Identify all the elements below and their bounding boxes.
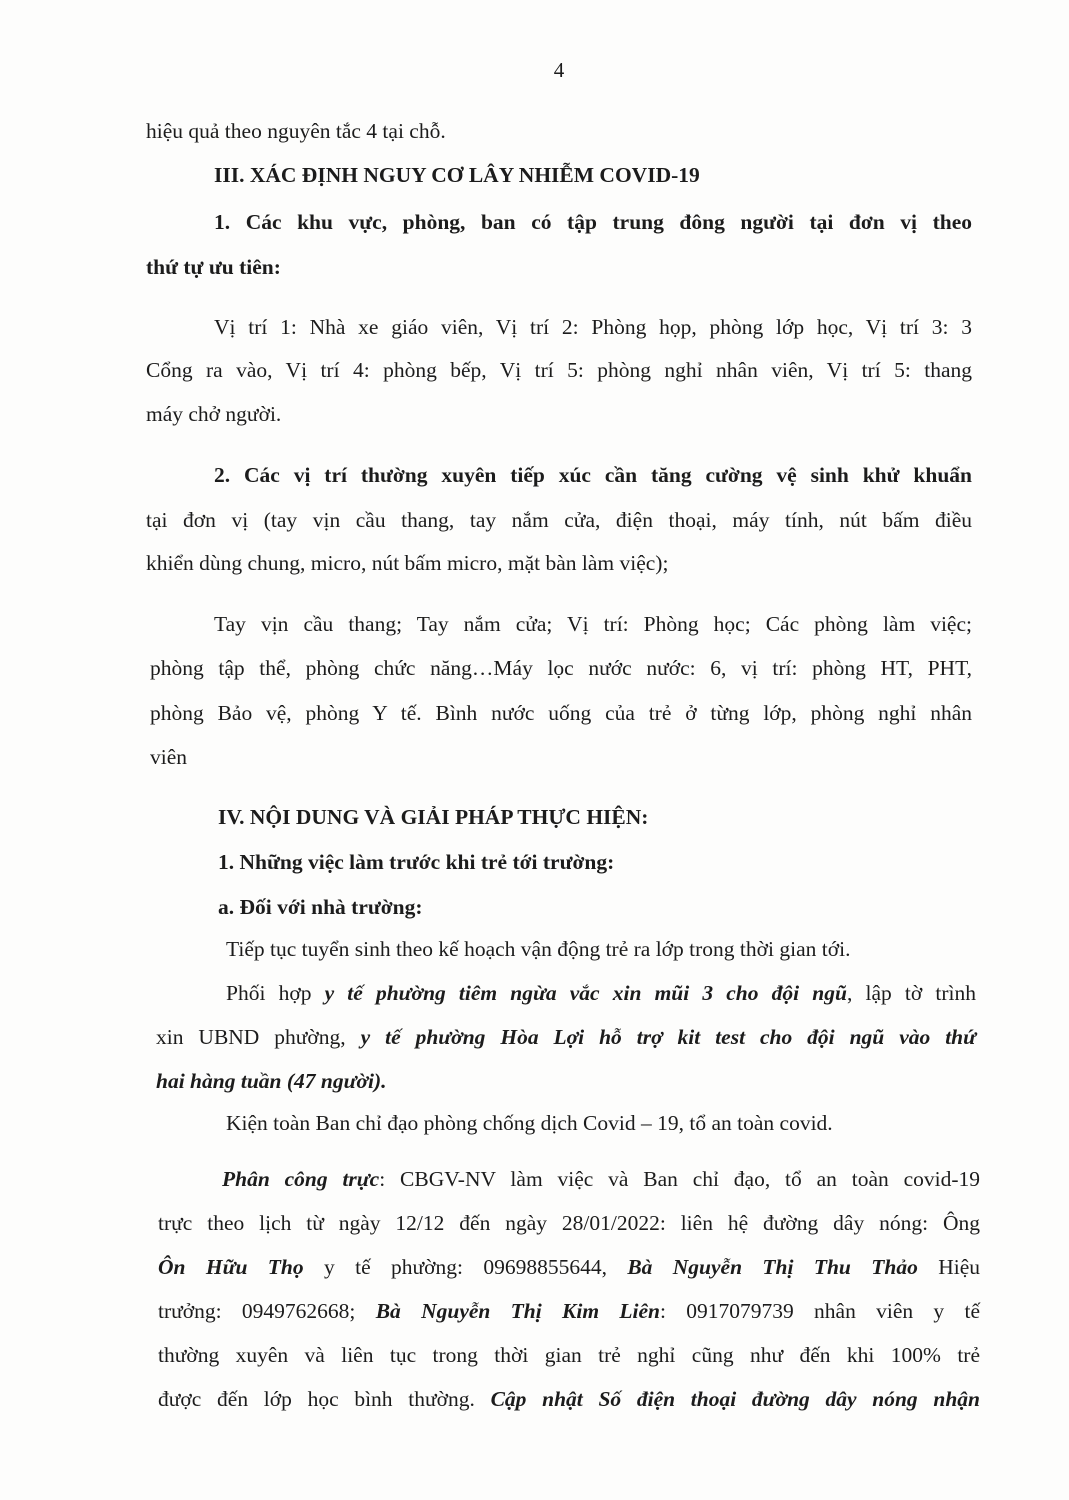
item2-body-line: khiển dùng chung, micro, nút bấm micro, mặt bàn làm việc); xyxy=(146,551,669,575)
item1-heading-line1: 1. Các khu vực, phòng, ban có tập trung đông người tại đơn vị theo xyxy=(214,210,972,234)
paragraph-duty-line2: trực theo lịch từ ngày 12/12 đến ngày 28/01/2022: liên hệ đường dây nóng: Ông xyxy=(158,1211,980,1235)
paragraph-vaccination-line3: hai hàng tuần (47 người). xyxy=(156,1069,387,1093)
subheading-a: a. Đối với nhà trường: xyxy=(218,895,423,919)
section-heading-iii: III. XÁC ĐỊNH NGUY CƠ LÂY NHIỄM COVID-19 xyxy=(214,163,700,187)
paragraph-duty-line5: thường xuyên và liên tục trong thời gian trẻ nghỉ cũng như đến khi 100% trẻ xyxy=(158,1343,980,1367)
item2-body-line: tại đơn vị (tay vịn cầu thang, tay nắm cửa, điện thoại, máy tính, nút bấm điều xyxy=(146,508,972,532)
item1-heading-line2: thứ tự ưu tiên: xyxy=(146,255,281,279)
item1-body-line: máy chở người. xyxy=(146,402,282,426)
paragraph-duty-line6: được đến lớp học bình thường. Cập nhật Số điện thoại đường dây nóng nhận xyxy=(158,1387,980,1411)
subheading-1: 1. Những việc làm trước khi trẻ tới trường: xyxy=(218,850,615,874)
item2-detail-line: viên xyxy=(150,745,188,769)
section-heading-iv: IV. NỘI DUNG VÀ GIẢI PHÁP THỰC HIỆN: xyxy=(218,805,649,829)
item2-detail-line: phòng Bảo vệ, phòng Y tế. Bình nước uống của trẻ ở từng lớp, phòng nghỉ nhân xyxy=(150,701,972,725)
paragraph-steering-committee: Kiện toàn Ban chỉ đạo phòng chống dịch Covid – 19, tổ an toàn covid. xyxy=(226,1111,833,1135)
item1-body-line: Cổng ra vào, Vị trí 4: phòng bếp, Vị trí 5: phòng nghỉ nhân viên, Vị trí 5: thang xyxy=(146,358,972,382)
item2-detail-line: Tay vịn cầu thang; Tay nắm cửa; Vị trí: Phòng học; Các phòng làm việc; xyxy=(214,612,972,636)
paragraph-vaccination-line2: xin UBND phường, y tế phường Hòa Lợi hỗ trợ kit test cho đội ngũ vào thứ xyxy=(156,1025,977,1049)
paragraph-duty-line1: Phân công trực: CBGV-NV làm việc và Ban chỉ đạo, tổ an toàn covid-19 xyxy=(222,1167,980,1191)
continuation-text: hiệu quả theo nguyên tắc 4 tại chỗ. xyxy=(146,119,446,143)
page-number: 4 xyxy=(553,58,565,82)
item2-detail-line: phòng tập thể, phòng chức năng…Máy lọc nước nước: 6, vị trí: phòng HT, PHT, xyxy=(150,656,972,680)
paragraph-duty-line4: trưởng: 0949762668; Bà Nguyễn Thị Kim Liên: 0917079739 nhân viên y tế xyxy=(158,1299,980,1323)
item2-heading-line: 2. Các vị trí thường xuyên tiếp xúc cần tăng cường vệ sinh khử khuẩn xyxy=(214,463,972,487)
paragraph-duty-line3: Ôn Hữu Thọ y tế phường: 09698855644, Bà Nguyễn Thị Thu Thảo Hiệu xyxy=(158,1255,981,1279)
paragraph-enrollment: Tiếp tục tuyển sinh theo kế hoạch vận động trẻ ra lớp trong thời gian tới. xyxy=(226,937,851,961)
item1-body-line: Vị trí 1: Nhà xe giáo viên, Vị trí 2: Phòng họp, phòng lớp học, Vị trí 3: 3 xyxy=(214,315,972,339)
paragraph-vaccination-line1: Phối hợp y tế phường tiêm ngừa vắc xin mũi 3 cho đội ngũ, lập tờ trình xyxy=(226,981,976,1005)
